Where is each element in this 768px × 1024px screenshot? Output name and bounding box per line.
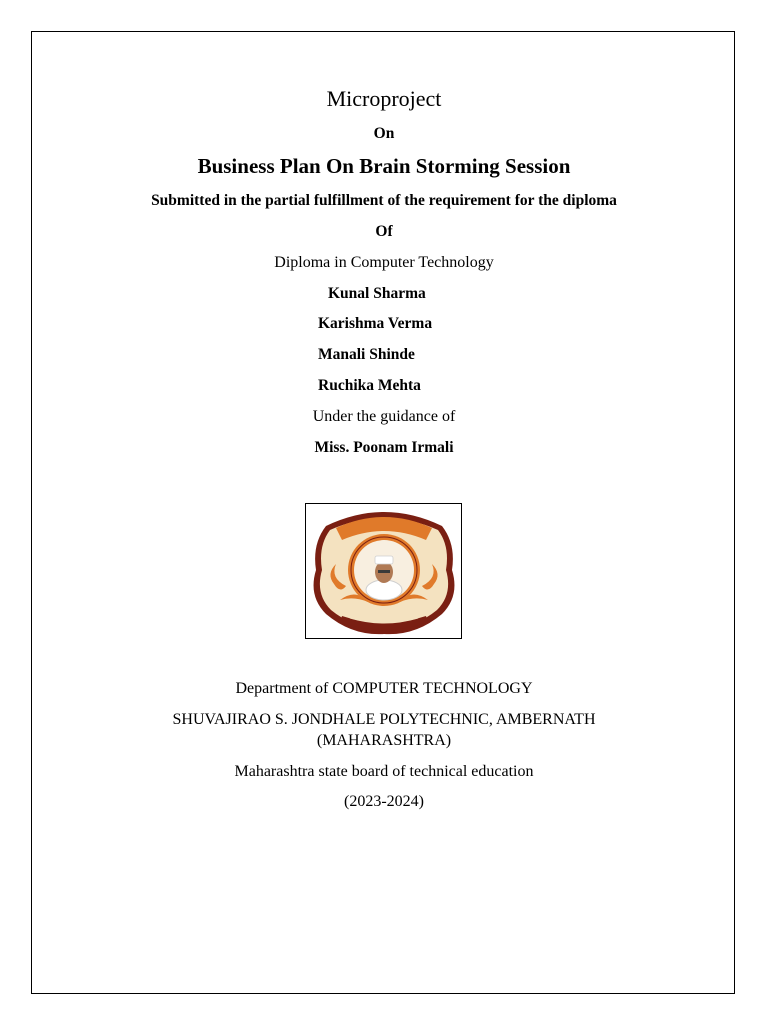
of-label: Of (375, 223, 393, 240)
diploma-name: Diploma in Computer Technology (274, 254, 494, 271)
guide-name: Miss. Poonam Irmali (314, 439, 454, 456)
page-title: Microproject (326, 86, 442, 111)
guidance-label: Under the guidance of (312, 408, 456, 425)
student-name-2: Karishma Verma (318, 315, 433, 332)
student-name-4: Ruchika Mehta (318, 377, 421, 394)
academic-year: (2023-2024) (344, 793, 424, 810)
student-name-3: Manali Shinde (318, 346, 415, 363)
submitted-line: Submitted in the partial fulfillment of the requirement for the diploma (151, 192, 617, 209)
college-logo (305, 503, 462, 639)
emblem-icon (306, 504, 463, 640)
student-name-1: Kunal Sharma (328, 285, 426, 302)
board-line: Maharashtra state board of technical education (234, 763, 534, 780)
institute-line-1: SHUVAJIRAO S. JONDHALE POLYTECHNIC, AMBERNATH (172, 711, 596, 728)
on-label: On (373, 125, 395, 142)
department-line: Department of COMPUTER TECHNOLOGY (235, 680, 533, 697)
institute-line-2: (MAHARASHTRA) (316, 732, 452, 749)
project-subject: Business Plan On Brain Storming Session (197, 154, 571, 178)
